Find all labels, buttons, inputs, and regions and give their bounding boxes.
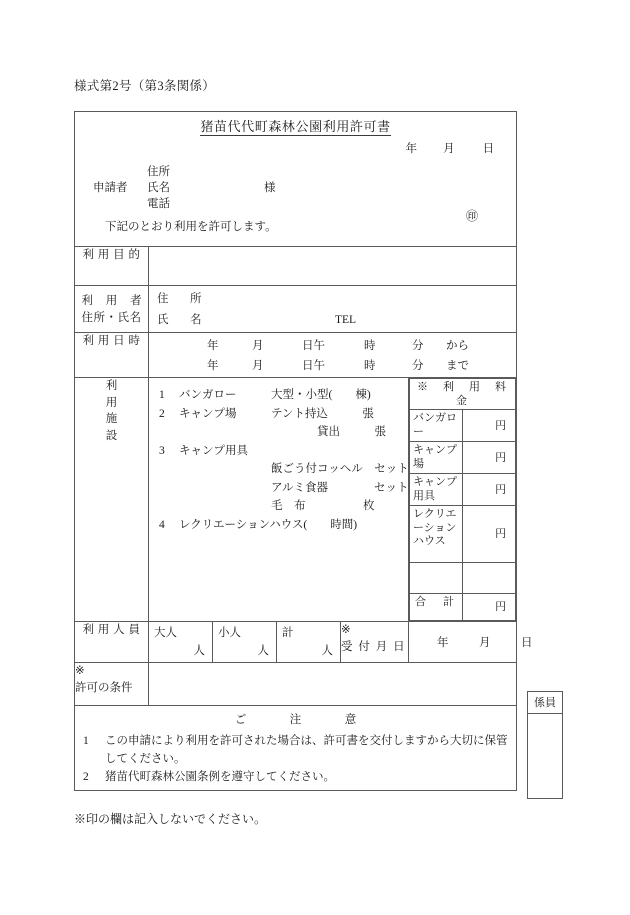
datetime-label: 利 用 日 時	[75, 333, 149, 378]
to-hour: 時	[364, 360, 376, 372]
facility-label-char-1: 用	[105, 396, 118, 409]
received-date-text: 受 付 月 日	[341, 640, 407, 653]
user-label	[75, 286, 149, 333]
to-year: 年	[207, 360, 219, 372]
fee-row-amount[interactable]	[463, 563, 516, 594]
from-year: 年	[207, 340, 219, 352]
datetime-row	[75, 333, 517, 378]
facility-item	[159, 479, 409, 498]
facility-item	[159, 516, 409, 535]
people-adult-head: 大人	[154, 627, 177, 639]
facility-item-detail: 毛 布 枚	[271, 500, 375, 512]
form-number: 様式第2号（第3条関係）	[74, 79, 216, 93]
header-cell	[75, 112, 517, 247]
received-month: 月	[479, 637, 491, 649]
header-row	[75, 112, 517, 247]
facility-item-detail: テント持込 張	[271, 407, 374, 420]
fee-row-amount[interactable]: 円	[463, 410, 516, 442]
conditions-value[interactable]	[149, 663, 517, 706]
facility-label-char-0: 利	[105, 380, 118, 392]
facility-item-name: レクリエーションハウス( 時間)	[179, 518, 358, 531]
datetime-to-row	[207, 358, 469, 375]
facility-item-detail: 大型・小型( 棟)	[271, 389, 371, 401]
issue-date-month: 月	[443, 143, 455, 155]
applicant-fields	[147, 164, 276, 212]
purpose-value[interactable]	[149, 247, 517, 286]
people-child-unit: 人	[257, 645, 269, 658]
fee-table	[409, 378, 522, 621]
fee-row-name	[410, 563, 463, 594]
fee-row	[410, 442, 516, 474]
facility-label-char-2: 施	[105, 413, 118, 426]
notes-list	[83, 732, 510, 786]
user-value-cell	[149, 286, 517, 333]
note-item	[83, 732, 510, 768]
from-day: 日午	[302, 340, 325, 352]
fee-row	[410, 410, 516, 442]
facility-item-name: キャンプ場	[179, 407, 237, 420]
staff-box-value[interactable]	[528, 714, 562, 798]
user-fields	[149, 286, 516, 332]
facility-label-char-3: 設	[105, 430, 118, 443]
applicant-name-label: 氏名	[147, 182, 170, 194]
people-row	[75, 622, 517, 663]
note-item-num: 2	[83, 771, 89, 783]
from-suffix: から	[446, 340, 469, 352]
footnote: ※印の欄は記入しないでください。	[74, 812, 267, 826]
user-name-label: 氏 名	[157, 314, 207, 326]
fee-total-row	[410, 594, 516, 621]
facility-item	[159, 386, 409, 405]
fee-row	[410, 506, 516, 563]
datetime-from-row	[207, 338, 469, 355]
applicant-address-label: 住所	[147, 166, 170, 178]
permit-statement: 下記のとおり利用を許可します。	[105, 221, 277, 234]
user-label-line2: 住所・氏名	[81, 311, 142, 324]
facility-item-num: 2	[159, 407, 165, 420]
fee-row-blank	[410, 563, 516, 594]
applicant-block	[93, 164, 276, 212]
applicant-label: 申請者	[93, 182, 128, 194]
people-total-cell[interactable]	[277, 622, 341, 663]
user-label-line1: 利 用 者	[81, 295, 147, 307]
user-row	[75, 286, 517, 333]
to-minute: 分	[412, 360, 424, 372]
facility-item	[159, 442, 409, 461]
facility-item-detail: 飯ごう付コッヘル セット	[271, 463, 409, 475]
fee-row	[410, 474, 516, 506]
facility-item	[159, 460, 409, 479]
datetime-value-cell	[149, 333, 517, 378]
from-hour: 時	[364, 340, 376, 352]
to-suffix: まで	[446, 360, 469, 372]
fee-row-amount[interactable]: 円	[463, 442, 516, 474]
conditions-row	[75, 663, 517, 706]
received-year: 年	[437, 637, 449, 649]
facility-row	[75, 378, 517, 622]
people-total-head: 計	[282, 627, 294, 639]
facility-item-detail: 貸出 張	[271, 426, 386, 438]
conditions-label-text: 許可の条件	[75, 681, 133, 694]
facility-item-name: バンガロー	[179, 389, 237, 401]
fee-total-amount[interactable]: 円	[463, 594, 516, 621]
received-date-label	[341, 622, 409, 663]
facility-item-name: キャンプ用具	[179, 444, 248, 457]
staff-box	[527, 691, 563, 799]
facility-item	[159, 497, 409, 516]
facility-item	[159, 405, 409, 424]
fee-table-cell	[409, 378, 522, 622]
facility-list-wrap	[149, 378, 408, 584]
conditions-mark: ※	[75, 665, 85, 677]
people-adult-unit: 人	[193, 645, 205, 658]
to-month: 月	[252, 360, 264, 372]
purpose-row	[75, 247, 517, 286]
to-day: 日午	[302, 360, 325, 372]
received-date-fields	[409, 622, 533, 662]
note-item-text: この申請により利用を許可された場合は、許可書を交付しますから大切に保管してください。	[105, 735, 508, 765]
user-address-label: 住 所	[157, 293, 207, 305]
facility-label	[75, 378, 149, 622]
datetime-fields	[149, 333, 516, 377]
notes-cell	[75, 706, 517, 791]
purpose-label: 利 用 目 的	[75, 247, 149, 286]
fee-table-header: ※ 利 用 料 金	[410, 379, 516, 410]
facility-item-num: 3	[159, 444, 165, 457]
permit-form-table	[74, 111, 533, 791]
applicant-honorific: 様	[264, 182, 276, 194]
people-child-head: 小人	[218, 627, 241, 639]
facility-item	[159, 423, 409, 442]
conditions-label	[75, 663, 149, 706]
fee-row-amount[interactable]: 円	[463, 506, 516, 563]
staff-box-label: 係員	[528, 692, 562, 714]
notes-title: ご 注 意	[234, 714, 373, 726]
applicant-phone-label: 電話	[147, 198, 170, 210]
fee-row-name: バンガロー	[410, 410, 463, 442]
facility-item-detail: アルミ食器 セット	[271, 481, 409, 494]
received-date-value-cell[interactable]	[409, 622, 533, 663]
facility-item-num: 4	[159, 518, 165, 531]
people-adult-cell[interactable]	[149, 622, 213, 663]
issue-date-line	[406, 141, 495, 158]
issue-date-year: 年	[405, 143, 418, 155]
fee-row-amount[interactable]: 円	[463, 474, 516, 506]
received-date-mark: ※	[341, 624, 351, 636]
fee-row-name: レクリエーションハウス	[410, 506, 463, 563]
seal-icon: ㊞	[466, 209, 479, 223]
from-month: 月	[252, 340, 264, 352]
notes-row	[75, 706, 517, 791]
fee-total-label: 合 計	[410, 594, 463, 621]
facility-items-cell[interactable]	[149, 378, 409, 622]
note-item	[83, 768, 510, 786]
fee-row-name: キャンプ用具	[410, 474, 463, 506]
people-label: 利 用 人 員	[75, 622, 149, 663]
note-item-text: 猪苗代町森林公園条例を遵守してください。	[105, 771, 335, 783]
user-tel-label: TEL	[335, 314, 357, 326]
issue-date-day: 日	[482, 143, 495, 155]
fee-header-row	[410, 379, 516, 410]
received-day: 日	[521, 637, 533, 649]
applicant-name-row	[147, 180, 276, 196]
from-minute: 分	[412, 340, 424, 352]
people-total-unit: 人	[321, 645, 333, 658]
note-item-num: 1	[83, 735, 89, 747]
facility-list	[159, 386, 409, 534]
fee-row-name: キャンプ場	[410, 442, 463, 474]
document-title: 猪苗代代町森林公園利用許可書	[200, 119, 391, 134]
facility-item-num: 1	[159, 389, 165, 401]
people-child-cell[interactable]	[213, 622, 277, 663]
